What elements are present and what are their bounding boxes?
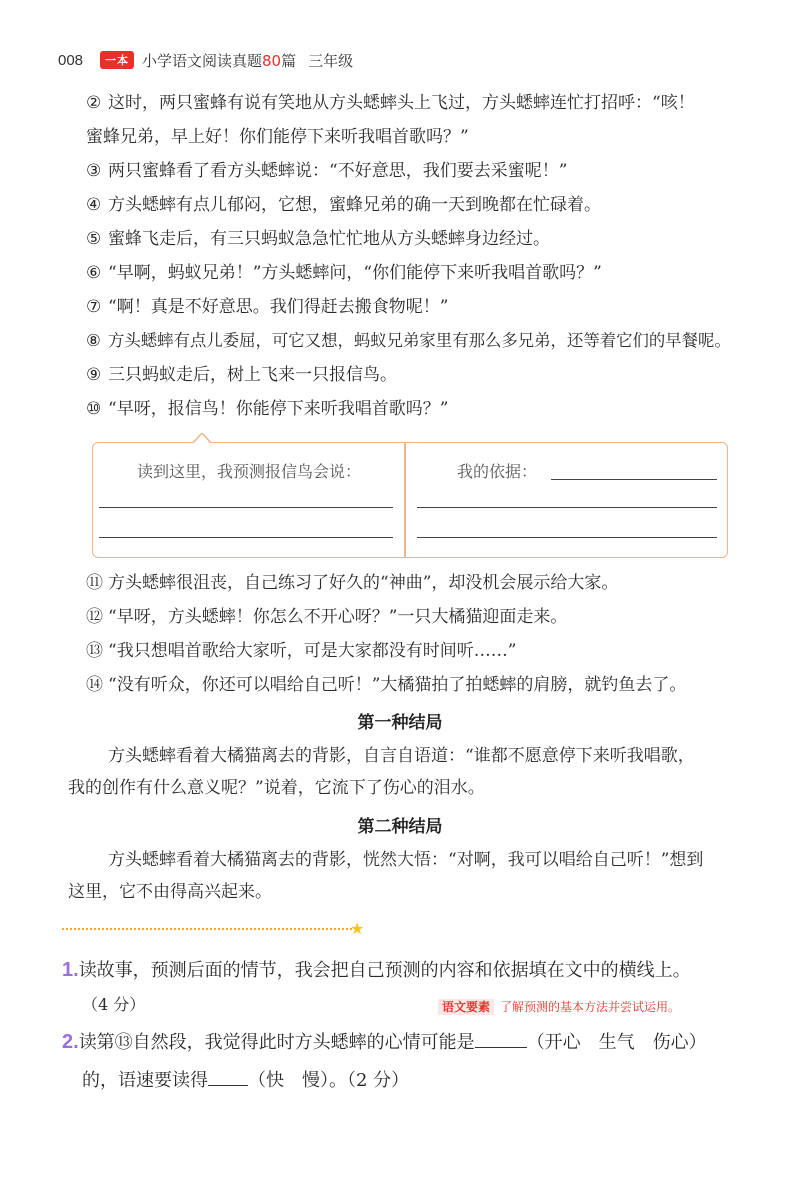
paragraph-14: ⑭ “没有听众，你还可以唱给自己听！”大橘猫拍了拍蟋蟀的肩膀，就钓鱼去了。 xyxy=(86,675,687,695)
book-title: 小学语文阅读真题80篇 xyxy=(142,51,297,70)
skill-tag-label: 语文要素 xyxy=(438,999,494,1015)
box-divider xyxy=(404,443,406,557)
paragraph-6: ⑥ “早啊，蚂蚁兄弟！”方头蟋蟀问，“你们能停下来听我唱首歌吗？” xyxy=(86,263,602,283)
paragraph-10: ⑩ “早呀，报信鸟！你能停下来听我唱首歌吗？” xyxy=(86,399,449,419)
question-2: 2.读第⑬自然段，我觉得此时方头蟋蟀的心情可能是 （开心 生气 伤心） xyxy=(62,1031,707,1053)
ending-1-heading: 第一种结局 xyxy=(357,713,443,733)
paragraph-5: ⑤ 蜜蜂飞走后，有三只蚂蚁急急忙忙地从方头蟋蟀身边经过。 xyxy=(86,229,550,249)
question-2-cont: 的，语速要读得 （快 慢）。（2 分） xyxy=(82,1066,409,1092)
ending-2-heading: 第二种结局 xyxy=(357,817,443,837)
grade-label: 三年级 xyxy=(308,51,354,70)
skill-tag xyxy=(438,998,680,1015)
ending-1-line-2: 我的创作有什么意义呢？”说着，它流下了伤心的泪水。 xyxy=(68,778,485,798)
prediction-box xyxy=(92,442,728,558)
question-1: 1.读故事，预测后面的情节，我会把自己预测的内容和依据填在文中的横线上。 xyxy=(62,959,691,981)
prediction-blank-2[interactable] xyxy=(99,537,393,538)
star-icon: ★ xyxy=(350,919,365,938)
speed-blank[interactable] xyxy=(208,1067,248,1086)
brand-logo: 一本 xyxy=(100,51,134,69)
dotted-divider xyxy=(62,928,352,930)
paragraph-2-cont: 蜜蜂兄弟，早上好！你们能停下来听我唱首歌吗？” xyxy=(86,127,469,147)
ending-2-line-2: 这里，它不由得高兴起来。 xyxy=(68,882,272,902)
paragraph-12: ⑫ “早呀，方头蟋蟀！你怎么不开心呀？”一只大橘猫迎面走来。 xyxy=(86,607,568,627)
paragraph-8: ⑧ 方头蟋蟀有点儿委屈，可它又想，蚂蚁兄弟家里有那么多兄弟，还等着它们的早餐呢。 xyxy=(86,331,731,350)
evidence-blank-3[interactable] xyxy=(417,537,717,538)
paragraph-4: ④ 方头蟋蟀有点儿郁闷，它想，蜜蜂兄弟的确一天到晚都在忙碌着。 xyxy=(86,195,601,215)
page-number: 008 xyxy=(58,51,84,69)
evidence-label: 我的依据： xyxy=(457,462,538,481)
page-header xyxy=(58,48,353,72)
speech-tail-icon xyxy=(193,433,211,443)
ending-2-line-1: 方头蟋蟀看着大橘猫离去的背影，恍然大悟：“对啊，我可以唱给自己听！”想到 xyxy=(108,850,704,870)
skill-tag-text: 了解预测的基本方法并尝试运用。 xyxy=(500,1000,681,1014)
prediction-label: 读到这里，我预测报信鸟会说： xyxy=(137,462,362,481)
question-1-score: （4 分） xyxy=(82,995,146,1014)
paragraph-13: ⑬ “我只想唱首歌给大家听，可是大家都没有时间听……” xyxy=(86,641,517,661)
paragraph-9: ⑨ 三只蚂蚁走后，树上飞来一只报信鸟。 xyxy=(86,365,397,385)
paragraph-3: ③ 两只蜜蜂看了看方头蟋蟀说：“不好意思，我们要去采蜜呢！” xyxy=(86,161,568,181)
ending-1-line-1: 方头蟋蟀看着大橘猫离去的背影，自言自语道：“谁都不愿意停下来听我唱歌， xyxy=(108,746,695,766)
evidence-blank-1[interactable] xyxy=(551,479,717,480)
prediction-blank-1[interactable] xyxy=(99,507,393,508)
paragraph-7: ⑦ “啊！真是不好意思。我们得赶去搬食物呢！” xyxy=(86,297,449,317)
paragraph-11: ⑪ 方头蟋蟀很沮丧，自己练习了好久的“神曲”，却没机会展示给大家。 xyxy=(86,573,619,593)
evidence-blank-2[interactable] xyxy=(417,507,717,508)
paragraph-2: ② 这时，两只蜜蜂有说有笑地从方头蟋蟀头上飞过，方头蟋蟀连忙打招呼：“咳！ xyxy=(86,93,695,113)
mood-blank[interactable] xyxy=(475,1029,527,1048)
